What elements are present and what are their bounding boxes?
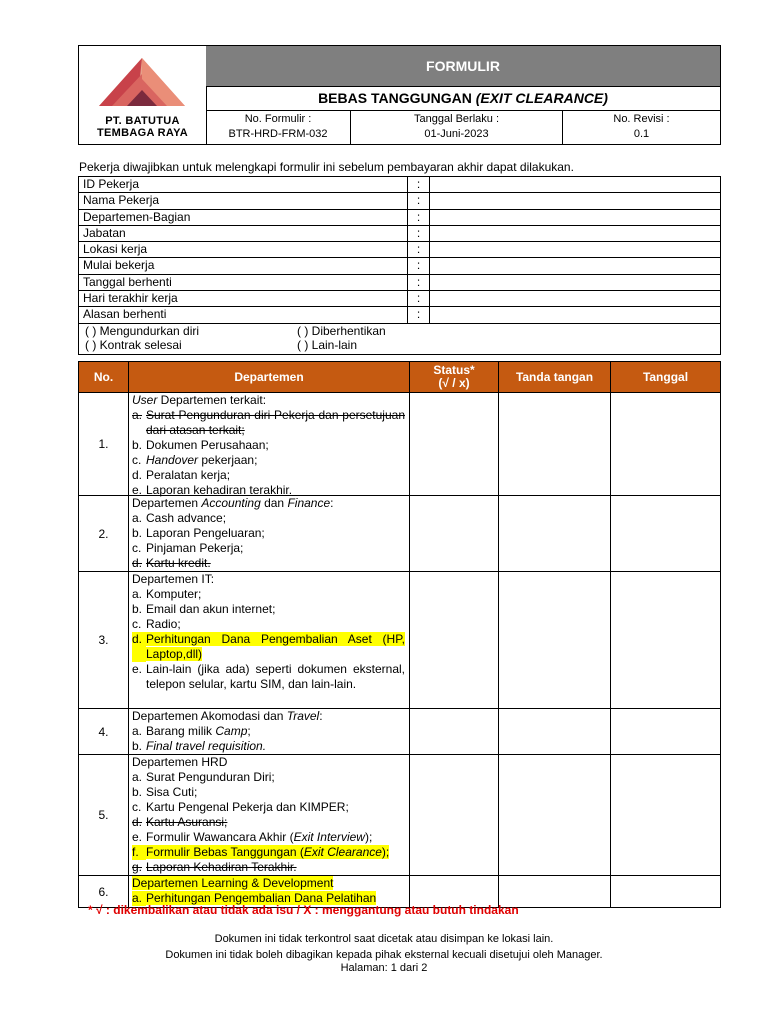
info-separator: : bbox=[408, 291, 430, 306]
item-text: Laporan Kehadiran Terakhir. bbox=[146, 860, 297, 874]
item-text: Cash advance; bbox=[146, 511, 227, 525]
info-label: Hari terakhir kerja bbox=[79, 291, 408, 306]
item-plain: Formulir Bebas Tanggungan ( bbox=[146, 845, 304, 859]
info-value-field[interactable] bbox=[430, 226, 720, 241]
list-item bbox=[132, 468, 405, 483]
title-part: : bbox=[319, 709, 323, 723]
title-italic: Accounting bbox=[201, 496, 261, 510]
list-item bbox=[132, 800, 405, 815]
header-tanda-tangan: Tanda tangan bbox=[499, 362, 611, 392]
item-italic: Camp bbox=[215, 724, 248, 738]
item-highlight: Perhitungan Dana Pengembalian Aset (HP, Laptop,dll) bbox=[146, 632, 405, 661]
item-key: b. bbox=[132, 785, 143, 799]
info-row bbox=[79, 275, 720, 291]
department-title bbox=[132, 496, 405, 511]
list-item bbox=[132, 617, 405, 632]
row-number: 4. bbox=[79, 709, 129, 754]
info-value-field[interactable] bbox=[430, 275, 720, 290]
item-text: Peralatan kerja; bbox=[146, 468, 231, 482]
list-item-highlighted bbox=[132, 845, 405, 860]
info-separator: : bbox=[408, 242, 430, 257]
info-value-field[interactable] bbox=[430, 242, 720, 257]
no-formulir-cell bbox=[206, 110, 351, 144]
header-departemen: Departemen bbox=[129, 362, 410, 392]
item-text: Kartu Asuransi; bbox=[146, 815, 228, 829]
item-key: d. bbox=[132, 815, 143, 829]
tanggal-berlaku-label: Tanggal Berlaku : bbox=[414, 113, 499, 125]
date-cell[interactable] bbox=[611, 496, 720, 571]
info-label: Departemen-Bagian bbox=[79, 210, 408, 225]
form-title bbox=[206, 86, 720, 111]
info-separator: : bbox=[408, 193, 430, 208]
list-item bbox=[132, 724, 405, 739]
item-key: c. bbox=[132, 800, 142, 814]
row-number: 2. bbox=[79, 496, 129, 571]
list-item bbox=[132, 587, 405, 602]
signature-cell[interactable] bbox=[499, 496, 611, 571]
item-text: Laporan Pengeluaran; bbox=[146, 526, 265, 540]
item-key: e. bbox=[132, 662, 143, 676]
item-plain: ); bbox=[381, 845, 390, 859]
title-italic: Finance bbox=[287, 496, 331, 510]
item-text: Email dan akun internet; bbox=[146, 602, 276, 616]
item-text bbox=[146, 739, 405, 754]
item-key: b. bbox=[132, 602, 143, 616]
item-text bbox=[146, 453, 405, 468]
item-key: a. bbox=[132, 891, 146, 906]
reason-contract-end-checkbox[interactable]: ( ) Kontrak selesai bbox=[85, 337, 182, 352]
signature-cell[interactable] bbox=[499, 755, 611, 875]
no-formulir-label: No. Formulir : bbox=[244, 113, 312, 125]
info-value-field[interactable] bbox=[430, 291, 720, 306]
department-title: Departemen HRD bbox=[132, 755, 228, 769]
row-number: 6. bbox=[79, 876, 129, 907]
item-key: a. bbox=[132, 587, 143, 601]
header-status-legend: (√ / x) bbox=[438, 376, 470, 390]
info-row bbox=[79, 193, 720, 209]
info-row bbox=[79, 307, 720, 323]
reason-other-checkbox[interactable]: ( ) Lain-lain bbox=[297, 337, 358, 352]
item-key: b. bbox=[132, 739, 143, 753]
header-tanggal: Tanggal bbox=[642, 369, 689, 384]
item-plain: Formulir Wawancara Akhir ( bbox=[146, 830, 294, 844]
status-cell[interactable] bbox=[410, 755, 499, 875]
row-number: 3. bbox=[79, 572, 129, 708]
item-text: Surat Pengunduran Diri; bbox=[146, 770, 275, 784]
item-key: e. bbox=[132, 830, 143, 844]
info-separator: : bbox=[408, 210, 430, 225]
title-part: Departemen bbox=[132, 496, 202, 510]
footer-line1: Dokumen ini tidak terkontrol saat dicetak atau disimpan ke lokasi lain. bbox=[214, 933, 554, 945]
item-key: a. bbox=[132, 770, 143, 784]
status-cell[interactable] bbox=[410, 709, 499, 754]
reason-resign-checkbox[interactable]: ( ) Mengundurkan diri bbox=[85, 323, 200, 338]
no-revisi-value: 0.1 bbox=[633, 128, 650, 140]
employee-info-table bbox=[78, 176, 721, 355]
page-number: Halaman: 1 dari 2 bbox=[340, 962, 428, 974]
info-row bbox=[79, 177, 720, 193]
department-title bbox=[132, 709, 405, 724]
list-item bbox=[132, 453, 405, 468]
status-legend-note: * √ : dikembalikan atau tidak ada isu / X : menggantung atau butuh tindakan bbox=[88, 903, 519, 917]
header-no: No. bbox=[79, 362, 129, 392]
item-text: Surat Pengunduran diri Pekerja dan persetujuan dari atasan terkait; bbox=[146, 408, 405, 437]
info-row bbox=[79, 226, 720, 242]
list-item bbox=[132, 739, 405, 754]
info-label: Nama Pekerja bbox=[79, 193, 408, 208]
item-text: Komputer; bbox=[146, 587, 202, 601]
header-status bbox=[410, 362, 499, 392]
info-row bbox=[79, 242, 720, 258]
item-key: a. bbox=[132, 511, 143, 525]
status-cell[interactable] bbox=[410, 393, 499, 495]
list-item bbox=[132, 526, 405, 541]
item-key: c. bbox=[132, 453, 142, 467]
item-italic: Handover bbox=[146, 453, 199, 467]
item-text: Kartu kredit. bbox=[146, 556, 211, 570]
table-header bbox=[79, 362, 720, 393]
title-italic: User bbox=[132, 393, 158, 407]
department-title bbox=[132, 393, 405, 408]
item-key: d. bbox=[132, 556, 143, 570]
form-header bbox=[78, 45, 721, 145]
item-key: d. bbox=[132, 632, 146, 662]
item-key: f. bbox=[132, 845, 146, 860]
item-key: a. bbox=[132, 724, 143, 738]
company-name-line2: TEMBAGA RAYA bbox=[96, 127, 188, 139]
info-value-field[interactable] bbox=[430, 210, 720, 225]
form-title-italic: (EXIT CLEARANCE) bbox=[475, 90, 608, 106]
item-key: c. bbox=[132, 617, 142, 631]
list-item bbox=[132, 860, 405, 875]
item-text bbox=[146, 632, 405, 662]
header-status-label: Status* bbox=[433, 363, 475, 377]
intro-text: Pekerja diwajibkan untuk melengkapi formulir ini sebelum pembayaran akhir dapat dilakukan. bbox=[79, 160, 574, 174]
list-item bbox=[132, 408, 405, 438]
list-item bbox=[132, 438, 405, 453]
list-item bbox=[132, 556, 405, 571]
signature-cell[interactable] bbox=[499, 393, 611, 495]
info-label: Lokasi kerja bbox=[79, 242, 408, 257]
list-item-highlighted bbox=[132, 632, 405, 662]
reason-options bbox=[79, 324, 720, 354]
info-value-field[interactable] bbox=[430, 177, 720, 192]
item-text: Pinjaman Pekerja; bbox=[146, 541, 244, 555]
item-plain: ); bbox=[364, 830, 373, 844]
info-row bbox=[79, 258, 720, 274]
item-italic: Final travel requisition. bbox=[146, 739, 267, 753]
title-highlight: Departemen Learning & Development bbox=[132, 876, 334, 890]
item-plain: Barang milik bbox=[146, 724, 216, 738]
item-key: b. bbox=[132, 438, 143, 452]
item-key: e. bbox=[132, 483, 143, 497]
row-department bbox=[129, 755, 410, 875]
list-item bbox=[132, 602, 405, 617]
item-text: Laporan kehadiran terakhir. bbox=[146, 483, 293, 497]
status-cell[interactable] bbox=[410, 572, 499, 708]
info-label: Jabatan bbox=[79, 226, 408, 241]
row-number: 5. bbox=[79, 755, 129, 875]
info-label: Mulai bekerja bbox=[79, 258, 408, 273]
reason-dismissed-checkbox[interactable]: ( ) Diberhentikan bbox=[297, 323, 386, 338]
info-separator: : bbox=[408, 177, 430, 192]
item-italic: Exit Clearance bbox=[303, 845, 382, 859]
title-rest: Departemen terkait: bbox=[157, 393, 267, 407]
title-part: Departemen Akomodasi dan bbox=[132, 709, 287, 723]
no-revisi-cell bbox=[563, 110, 720, 144]
item-plain: pekerjaan; bbox=[198, 453, 258, 467]
signature-cell[interactable] bbox=[499, 709, 611, 754]
list-item bbox=[132, 770, 405, 785]
item-text: Sisa Cuti; bbox=[146, 785, 198, 799]
status-cell[interactable] bbox=[410, 496, 499, 571]
info-separator: : bbox=[408, 226, 430, 241]
title-part: : bbox=[330, 496, 334, 510]
date-cell[interactable] bbox=[611, 393, 720, 495]
company-name-line1: PT. BATUTUA bbox=[105, 115, 180, 127]
item-key: g. bbox=[132, 860, 143, 874]
info-separator: : bbox=[408, 275, 430, 290]
clearance-table bbox=[78, 361, 721, 908]
list-item bbox=[132, 830, 405, 845]
list-item bbox=[132, 541, 405, 556]
info-value-field[interactable] bbox=[430, 193, 720, 208]
item-highlight bbox=[146, 845, 389, 859]
info-value-field[interactable] bbox=[430, 307, 720, 322]
info-label: Alasan berhenti bbox=[79, 307, 408, 322]
no-revisi-label: No. Revisi : bbox=[613, 113, 670, 125]
department-title: Departemen IT: bbox=[132, 572, 215, 586]
item-key: b. bbox=[132, 526, 143, 540]
form-title-plain: BEBAS TANGGUNGAN bbox=[318, 90, 476, 106]
item-key: c. bbox=[132, 541, 142, 555]
company-logo bbox=[79, 46, 207, 144]
table-row bbox=[79, 496, 720, 572]
title-italic: Travel bbox=[286, 709, 320, 723]
info-label: ID Pekerja bbox=[79, 177, 408, 192]
item-highlight: Perhitungan Pengembalian Dana Pelatihan bbox=[146, 891, 377, 905]
item-key: a. bbox=[132, 408, 143, 422]
form-meta-row bbox=[206, 110, 720, 144]
info-row bbox=[79, 210, 720, 226]
row-department bbox=[129, 709, 410, 754]
item-text: Lain-lain (jika ada) seperti dokumen eksternal, telepon selular, kartu SIM, dan lain-lain. bbox=[146, 662, 405, 691]
no-formulir-value: BTR-HRD-FRM-032 bbox=[228, 128, 328, 140]
date-cell[interactable] bbox=[611, 709, 720, 754]
info-separator: : bbox=[408, 258, 430, 273]
date-cell[interactable] bbox=[611, 572, 720, 708]
row-department bbox=[129, 572, 410, 708]
date-cell[interactable] bbox=[611, 755, 720, 875]
info-value-field[interactable] bbox=[430, 258, 720, 273]
table-row bbox=[79, 572, 720, 709]
table-row bbox=[79, 393, 720, 496]
row-department bbox=[129, 393, 410, 495]
tanggal-berlaku-cell bbox=[351, 110, 563, 144]
row-department bbox=[129, 496, 410, 571]
list-item bbox=[132, 815, 405, 830]
table-row bbox=[79, 709, 720, 755]
list-item bbox=[132, 511, 405, 526]
date-cell[interactable] bbox=[611, 876, 720, 907]
signature-cell[interactable] bbox=[499, 572, 611, 708]
item-text bbox=[146, 845, 405, 860]
item-key: d. bbox=[132, 468, 143, 482]
form-type-bar: FORMULIR bbox=[206, 46, 720, 87]
footer-line2: Dokumen ini tidak boleh dibagikan kepada pihak eksternal kecuali disetujui oleh Manager. bbox=[165, 949, 603, 961]
title-part: dan bbox=[260, 496, 288, 510]
table-row bbox=[79, 755, 720, 876]
item-plain: ; bbox=[247, 724, 251, 738]
item-text bbox=[146, 724, 405, 739]
list-item bbox=[132, 662, 405, 692]
list-item bbox=[132, 785, 405, 800]
item-text: Dokumen Perusahaan; bbox=[146, 438, 269, 452]
item-text: Radio; bbox=[146, 617, 181, 631]
info-row bbox=[79, 291, 720, 307]
info-separator: : bbox=[408, 307, 430, 322]
item-italic: Exit Interview bbox=[293, 830, 365, 844]
info-label: Tanggal berhenti bbox=[79, 275, 408, 290]
row-number: 1. bbox=[79, 393, 129, 495]
department-title bbox=[132, 876, 405, 891]
tanggal-berlaku-value: 01-Juni-2023 bbox=[424, 128, 489, 140]
item-text bbox=[146, 830, 405, 845]
item-text: Kartu Pengenal Pekerja dan KIMPER; bbox=[146, 800, 349, 814]
